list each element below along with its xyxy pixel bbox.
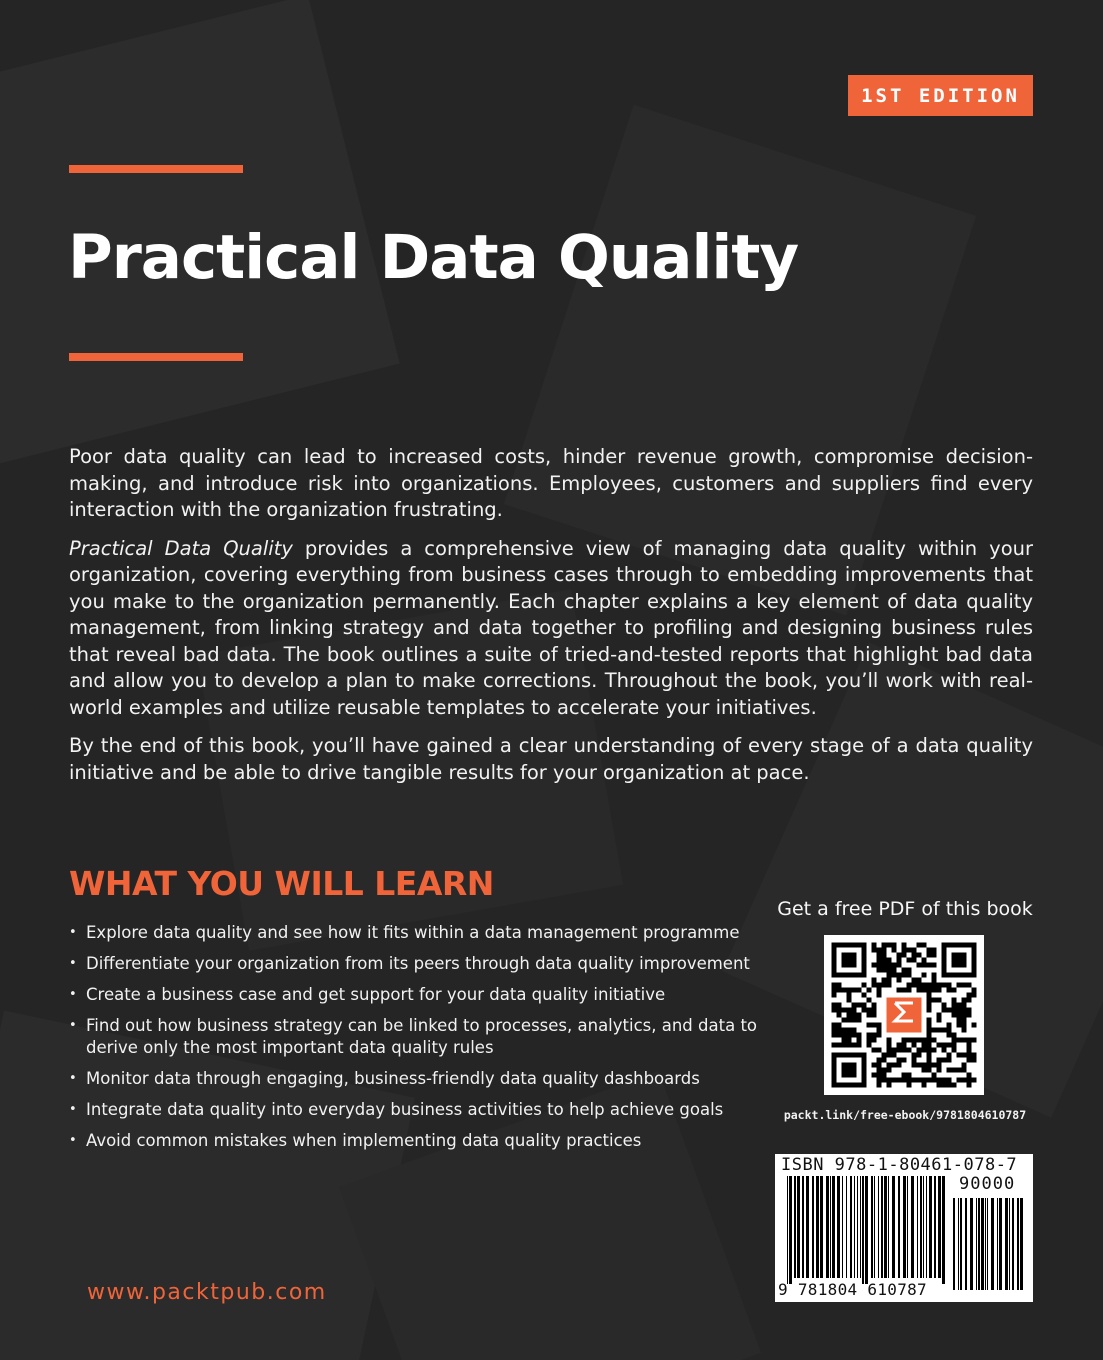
price-code: 90000 bbox=[959, 1174, 1016, 1194]
learn-list bbox=[69, 922, 759, 1161]
learn-item: • Differentiate your organization from its peers through data quality improvement bbox=[69, 953, 759, 975]
learn-heading: WHAT YOU WILL LEARN bbox=[69, 864, 494, 903]
qr-code-graphic bbox=[824, 935, 984, 1095]
isbn-number: ISBN 978-1-80461-078-7 bbox=[781, 1155, 1018, 1175]
learn-item: • Create a business case and get support for your data quality initiative bbox=[69, 984, 759, 1006]
book-title: Practical Data Quality bbox=[68, 222, 799, 293]
ean-number: 9 781804 610787 bbox=[778, 1280, 927, 1299]
learn-item: • Integrate data quality into everyday business activities to help achieve goals bbox=[69, 1099, 759, 1121]
learn-item: • Find out how business strategy can be linked to processes, analytics, and data to derive only the most important data quality rules bbox=[69, 1015, 759, 1059]
free-ebook-link[interactable]: packt.link/free-ebook/9781804610787 bbox=[783, 1108, 1027, 1122]
publisher-website-link[interactable]: www.packtpub.com bbox=[87, 1280, 327, 1305]
title-rule-top bbox=[69, 165, 243, 173]
title-rule-bottom bbox=[69, 353, 243, 361]
learn-item: • Monitor data through engaging, business-friendly data quality dashboards bbox=[69, 1068, 759, 1090]
description-paragraph: Poor data quality can lead to increased costs, hinder revenue growth, compromise decision-making, and introduce risk into organizations. Employees, customers and suppliers find every interaction with the organization frustrating. bbox=[69, 445, 1033, 521]
book-description bbox=[69, 444, 1033, 798]
learn-item: • Avoid common mistakes when implementing data quality practices bbox=[69, 1130, 759, 1152]
description-paragraph: By the end of this book, you’ll have gained a clear understanding of every stage of a data quality initiative and be able to drive tangible results for your organization at pace. bbox=[69, 734, 1033, 784]
isbn-barcode bbox=[775, 1154, 1033, 1302]
description-paragraph bbox=[69, 536, 1033, 722]
description-text: provides a comprehensive view of managing data quality within your organization, covering everything from business cases through to embedding improvements that you make to the organization permanently. Each chapter explains a key element of data quality management, from linking strategy and data together to profiling and designing business rules that reveal bad data. The book outlines a suite of tried-and-tested reports that highlight bad data and allow you to develop a plan to make corrections. Throughout the book, you’ll work with real-world examples and utilize reusable templates to accelerate your initiatives. bbox=[69, 536, 1034, 719]
book-title-reference: Practical Data Quality bbox=[69, 536, 293, 560]
learn-item: • Explore data quality and see how it fits within a data management programme bbox=[69, 922, 759, 944]
qr-code[interactable] bbox=[824, 935, 984, 1095]
free-pdf-label: Get a free PDF of this book bbox=[777, 898, 1033, 920]
edition-badge: 1ST EDITION bbox=[848, 75, 1033, 116]
